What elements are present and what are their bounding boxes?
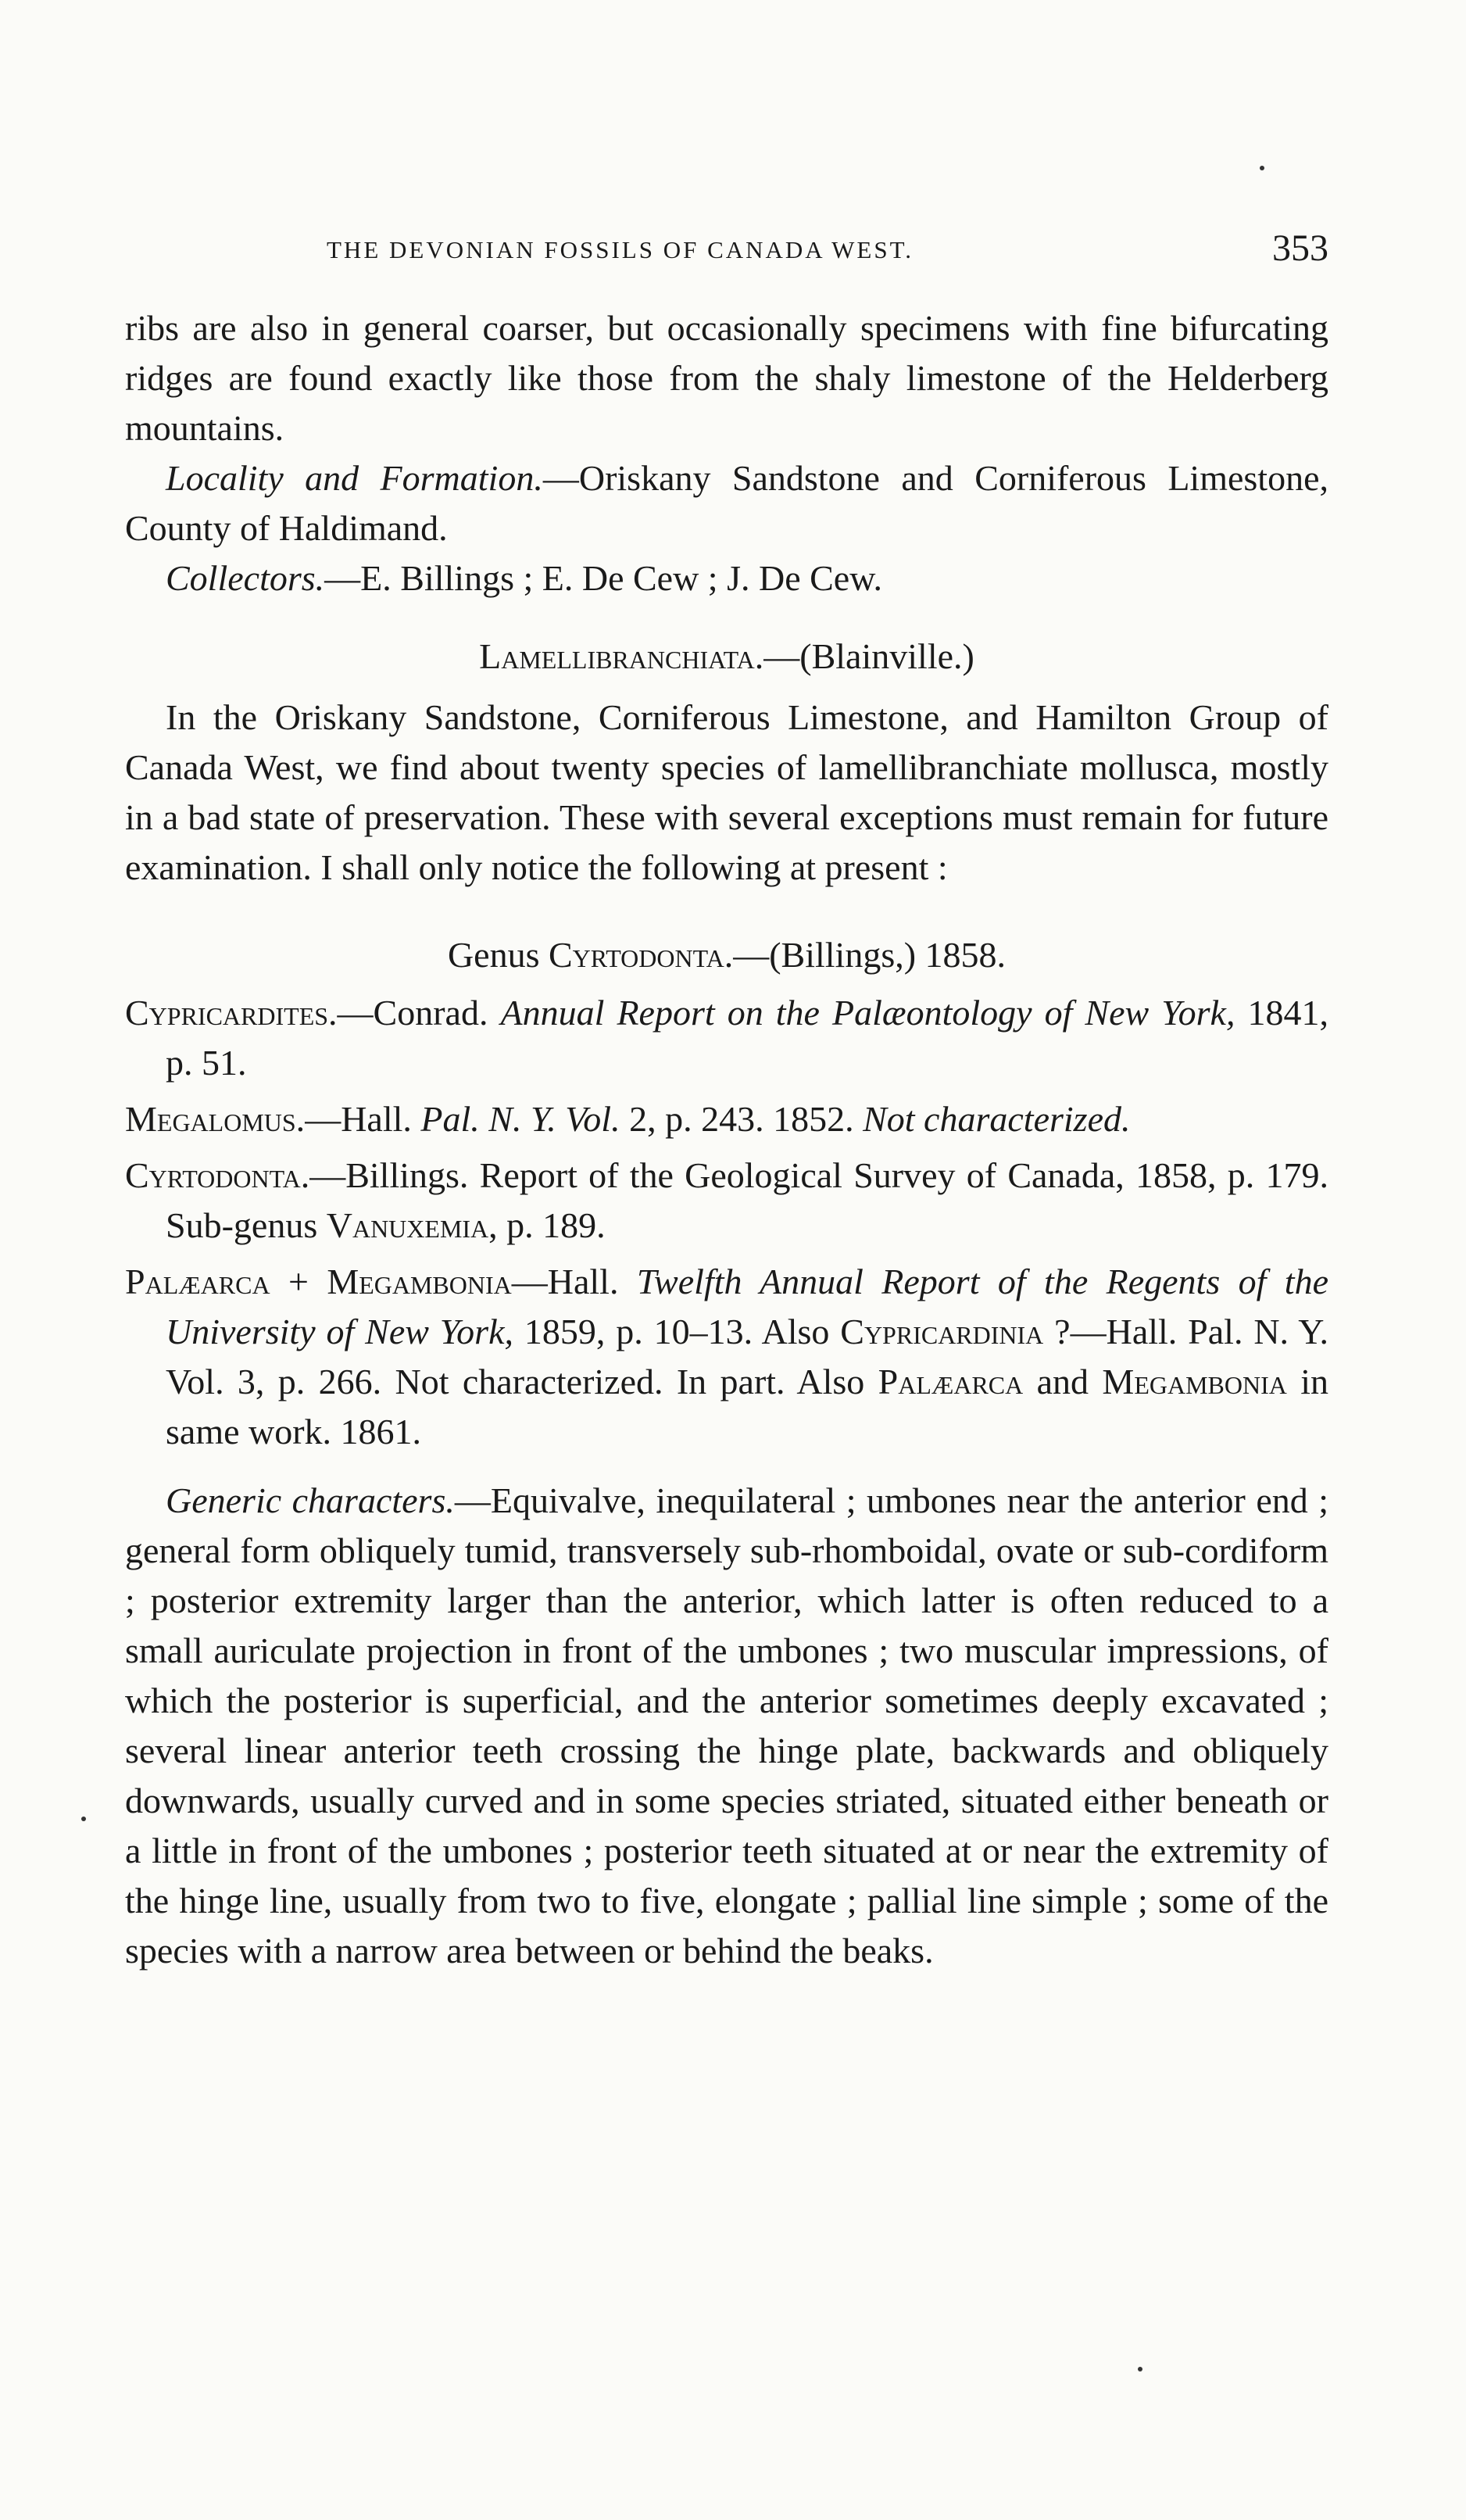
synonym-reference-end: in same work. 1861. — [166, 1362, 1329, 1452]
synonym-name-3: Palæarca — [878, 1362, 1024, 1401]
page-number: 353 — [1272, 227, 1328, 269]
stray-dot-middle — [81, 1817, 86, 1821]
stray-dot-bottom — [1138, 2367, 1142, 2371]
genus-prefix: Genus — [447, 935, 540, 975]
generic-characters-paragraph — [125, 1476, 1328, 1976]
synonym-reference-italic: Annual Report on the Palæontology of New York, — [500, 993, 1235, 1033]
locality-paragraph — [125, 453, 1328, 553]
synonym-reference-italic: Pal. N. Y. Vol. — [420, 1099, 620, 1139]
synonym-name: Megalomus. — [125, 1099, 306, 1139]
synonym-reference: 1841, p. 51. — [166, 993, 1329, 1083]
synonym-reference: 1859, p. 10–13. Also — [513, 1312, 841, 1351]
synonym-reference: Report of the Geological Survey of Canada, 1858, p. 179. Sub-genus — [166, 1155, 1328, 1245]
synonym-name: Cyrtodonta. — [125, 1155, 310, 1195]
generic-characters-label: Generic characters. — [166, 1480, 455, 1520]
collectors-text: —E. Billings ; E. De Cew ; J. De Cew. — [324, 558, 882, 598]
stray-dot-top — [1260, 166, 1264, 170]
synonym-note-italic: Not characterized. — [863, 1099, 1131, 1139]
generic-characters-text: —Equivalve, inequilateral ; umbones near the anterior end ; general form obliquely tumid, transversely sub-rhomboidal, ovate or sub-cordiform ; posterior extremity larger than the anterior, which latter is often reduced to a small auriculate projection in front of the umbones ; two muscular impressions, of which the posterior is superficial, and the anterior sometimes deeply excavated ; several linear anterior teeth crossing the hinge plate, backwards and obliquely downwards, usually curved and in some species striated, situated either beneath or a little in front of the umbones ; posterior teeth situated at or near the extremity of the hinge line, usually from two to five, elongate ; pallial line simple ; some of the species with a narrow area between or behind the beaks. — [125, 1480, 1329, 1971]
synonym-name-2: Cypricardinia ? — [840, 1312, 1071, 1351]
synonym-reference: 2, p. 243. 1852. — [620, 1099, 864, 1139]
genus-heading — [125, 930, 1328, 980]
continuation-paragraph: ribs are also in general coarser, but occasionally specimens with fine bifurcating ridges are found exactly like those from the shaly limestone of the Helderberg mountains. — [125, 308, 1328, 448]
page-header — [125, 227, 1328, 289]
synonymy-entry — [125, 1257, 1328, 1457]
locality-label: Locality and Formation. — [166, 458, 543, 498]
page — [125, 227, 1328, 1976]
collectors-label: Collectors. — [166, 558, 325, 598]
running-head: THE DEVONIAN FOSSILS OF CANADA WEST. — [327, 236, 914, 263]
synonym-author: —Conrad. — [337, 993, 488, 1033]
synonym-author: —Billings. — [309, 1155, 469, 1195]
section-heading — [125, 632, 1328, 682]
synonymy-entry — [125, 988, 1328, 1088]
locality-text: —Oriskany Sandstone and Corniferous Limestone, County of Haldimand. — [125, 458, 1328, 548]
synonym-name-4: Megambonia — [1102, 1362, 1287, 1401]
synonymy-entry — [125, 1094, 1328, 1144]
section-title: Lamellibranchiata. — [479, 636, 764, 676]
synonym-name: Palæarca + Megambonia — [125, 1262, 512, 1301]
synonym-reference-tail: p. 189. — [497, 1205, 606, 1245]
subgenus-name: Vanuxemia, — [326, 1205, 498, 1245]
genus-authority: —(Billings,) 1858. — [733, 935, 1007, 975]
synonym-author: —Hall. — [511, 1262, 619, 1301]
synonym-reference-mid: —Hall. Pal. N. Y. Vol. 3, p. 266. Not characterized. In part. Also — [166, 1312, 1329, 1401]
synonym-name: Cypricardites. — [125, 993, 338, 1033]
genus-name: Cyrtodonta. — [548, 935, 734, 975]
section-intro: In the Oriskany Sandstone, Corniferous Limestone, and Hamilton Group of Canada West, we find about twenty species of lamellibranchiate mollusca, mostly in a bad state of preservation. These with several exceptions must remain for future examination. I shall only notice the following at present : — [125, 697, 1328, 887]
synonymy-entry — [125, 1151, 1328, 1251]
synonym-author: —Hall. — [305, 1099, 412, 1139]
synonym-conjunction: and — [1023, 1362, 1103, 1401]
synonym-reference-italic: Twelfth Annual Report of the Regents of the University of New York, — [166, 1262, 1328, 1351]
section-authority: —(Blainville.) — [763, 636, 974, 676]
collectors-paragraph — [125, 553, 1328, 603]
